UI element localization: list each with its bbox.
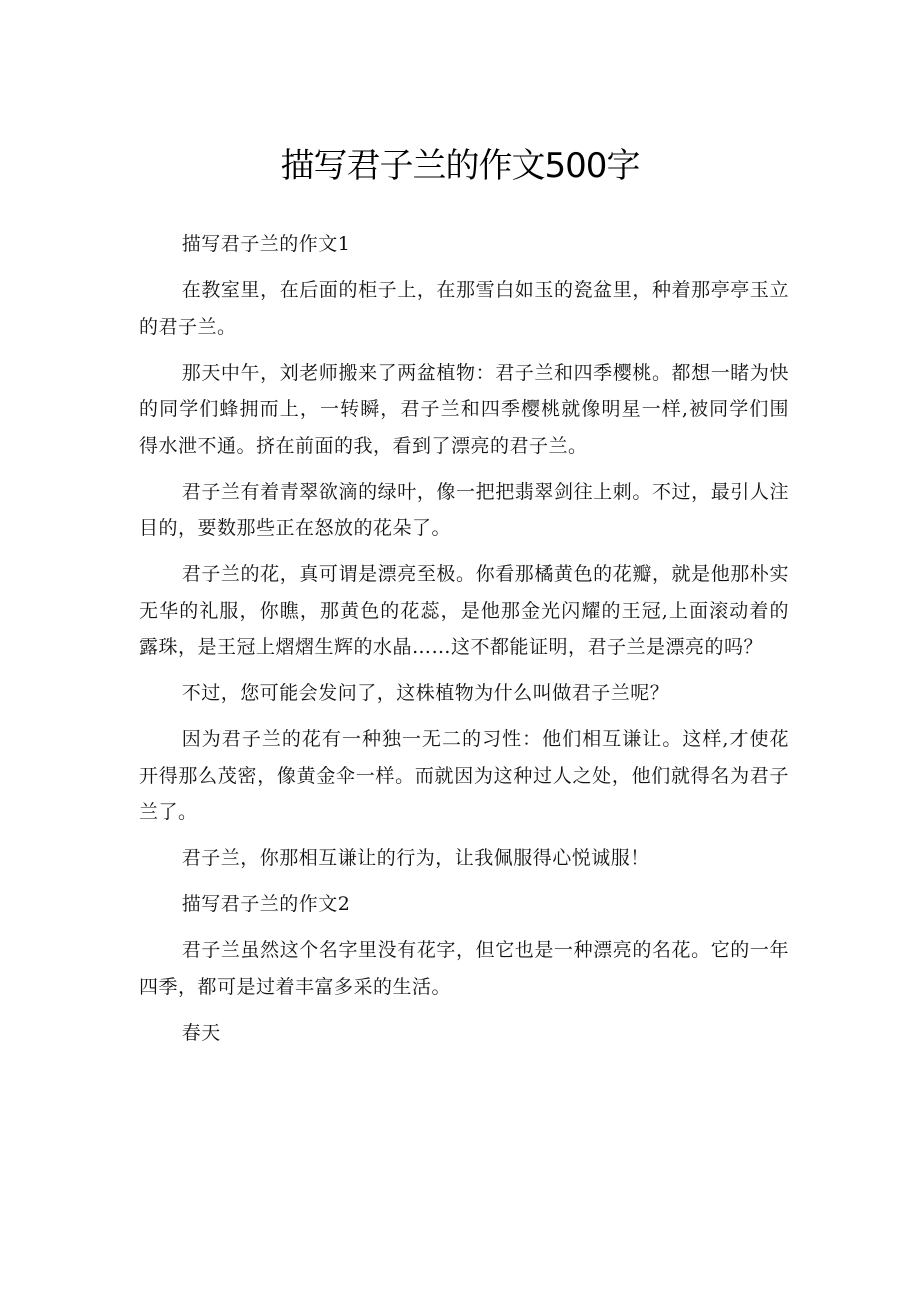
section-heading-2: 描写君子兰的作文2 xyxy=(181,893,351,915)
paragraph: 君子兰的花，真可谓是漂亮至极。你看那橘黄色的花瓣，就是他那朴实无华的礼服，你瞧，那黄色的花蕊，是他那金光闪耀的王冠,上面滚动着的露珠，是王冠上熠熠生辉的水晶……这不都能证明，君子兰是漂亮的吗？ xyxy=(139,563,789,658)
document-title: 描写君子兰的作文500字 xyxy=(280,146,640,186)
section-heading-1: 描写君子兰的作文1 xyxy=(181,233,351,255)
document-body xyxy=(139,226,789,1061)
paragraph: 春天 xyxy=(181,1021,221,1044)
paragraph: 不过，您可能会发问了，这株植物为什么叫做君子兰呢？ xyxy=(181,682,670,704)
paragraph: 因为君子兰的花有一种独一无二的习性：他们相互谦让。这样,才使花开得那么茂密，像黄金伞一样。而就因为这种过人之处，他们就得名为君子兰了。 xyxy=(139,728,789,823)
paragraph: 君子兰虽然这个名字里没有花字，但它也是一种漂亮的名花。它的一年四季，都可是过着丰富多采的生活。 xyxy=(139,939,789,998)
paragraph: 在教室里，在后面的柜子上，在那雪白如玉的瓷盆里，种着那亭亭玉立的君子兰。 xyxy=(139,279,789,338)
paragraph: 那天中午，刘老师搬来了两盆植物：君子兰和四季樱桃。都想一睹为快的同学们蜂拥而上，一转瞬，君子兰和四季樱桃就像明星一样,被同学们围得水泄不通。挤在前面的我，看到了漂亮的君子兰。 xyxy=(139,361,789,457)
paragraph: 君子兰有着青翠欲滴的绿叶，像一把把翡翠剑往上刺。不过，最引人注目的，要数那些正在怒放的花朵了。 xyxy=(139,480,789,539)
paragraph: 君子兰，你那相互谦让的行为，让我佩服得心悦诚服！ xyxy=(181,847,650,869)
